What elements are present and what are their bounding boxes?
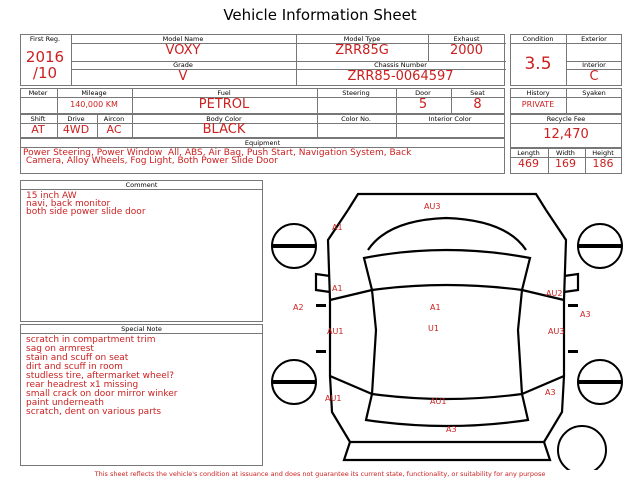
- length-label: Length: [517, 149, 540, 157]
- drive-label: Drive: [67, 115, 85, 123]
- drive-value: 4WD: [62, 123, 90, 136]
- note-line: studless tire, aftermarket wheel?: [26, 371, 175, 381]
- steering-label: Steering: [342, 89, 370, 97]
- exhaust-value: 2000: [449, 43, 484, 58]
- door-value: 5: [418, 97, 428, 112]
- model-name-value: VOXY: [165, 43, 201, 58]
- condition-value: 3.5: [524, 54, 552, 74]
- damage-mark: A3: [545, 388, 556, 397]
- width-label: Width: [556, 149, 575, 157]
- model-type-value: ZRR85G: [335, 43, 389, 58]
- fuel-value: PETROL: [198, 97, 250, 112]
- first-reg-month: /10: [32, 64, 58, 82]
- grade-value: V: [178, 69, 188, 84]
- height-label: Height: [592, 149, 614, 157]
- equipment-line-1: Power Steering, Power Window All, ABS, Air Bag, Push Start, Navigation System, Back: [23, 148, 412, 158]
- damage-mark: A1: [332, 284, 343, 293]
- equipment-line-2: Camera, Alloy Wheels, Fog Light, Both Power Slide Door: [23, 156, 278, 166]
- shift-label: Shift: [30, 115, 46, 123]
- page-title: Vehicle Information Sheet: [223, 6, 417, 24]
- width-value: 169: [555, 157, 576, 170]
- door-label: Door: [415, 89, 431, 97]
- damage-mark: A3: [580, 310, 591, 319]
- mileage-label: Mileage: [81, 89, 107, 97]
- condition-label: Condition: [522, 35, 554, 43]
- syaken-label: Syaken: [582, 89, 606, 97]
- damage-mark: AU1: [325, 394, 342, 403]
- disclaimer-footer: This sheet reflects the vehicle's condition at issuance and does not guarantee its current state, functionality, or suitability for any purpose: [94, 470, 546, 478]
- equipment-label: Equipment: [244, 139, 281, 147]
- exhaust-label: Exhaust: [453, 35, 480, 43]
- length-value: 469: [518, 157, 539, 170]
- interior-color-label: Interior Color: [428, 115, 472, 123]
- comment-line: both side power slide door: [26, 207, 146, 217]
- height-value: 186: [592, 157, 614, 170]
- special-note-label: Special Note: [121, 325, 162, 333]
- note-line: rear headrest x1 missing: [26, 380, 139, 390]
- exterior-label: Exterior: [581, 35, 607, 43]
- damage-mark: A2: [293, 303, 304, 312]
- damage-mark: AU1: [327, 327, 344, 336]
- damage-mark: U1: [428, 324, 439, 333]
- note-line: sag on armrest: [26, 344, 94, 354]
- meter-label: Meter: [28, 89, 48, 97]
- fuel-label: Fuel: [217, 89, 231, 97]
- recycle-fee-value: 12,470: [543, 127, 589, 142]
- chassis-value: ZRR85-0064597: [347, 69, 454, 84]
- comment-label: Comment: [125, 181, 158, 189]
- damage-mark: A1: [332, 223, 343, 232]
- body-color-value: BLACK: [202, 122, 246, 137]
- note-line: stain and scuff on seat: [26, 353, 129, 363]
- history-value: PRIVATE: [521, 100, 555, 109]
- mileage-value: 140,000 KM: [70, 100, 118, 109]
- damage-mark: AU2: [546, 289, 563, 298]
- first-reg-year: 2016: [25, 48, 65, 66]
- aircon-label: Aircon: [103, 115, 125, 123]
- interior-value: C: [589, 69, 599, 84]
- note-line: scratch in compartment trim: [26, 335, 156, 345]
- comment-line: navi, back monitor: [26, 199, 111, 209]
- damage-mark: AU1: [430, 397, 447, 406]
- seat-label: Seat: [470, 89, 485, 97]
- note-line: scratch, dent on various parts: [26, 407, 162, 417]
- damage-mark: A1: [430, 303, 441, 312]
- color-no-label: Color No.: [341, 115, 371, 123]
- first-reg-label: First Reg.: [29, 35, 61, 43]
- grade-label: Grade: [173, 61, 193, 69]
- note-line: paint underneath: [26, 398, 105, 408]
- model-name-label: Model Name: [162, 35, 204, 43]
- recycle-fee-label: Recycle Fee: [546, 115, 586, 123]
- damage-mark: AU3: [424, 202, 441, 211]
- note-line: dirt and scuff in room: [26, 362, 123, 372]
- shift-value: AT: [31, 123, 45, 136]
- seat-value: 8: [473, 97, 482, 112]
- damage-mark: AU3: [548, 327, 565, 336]
- aircon-value: AC: [106, 123, 122, 136]
- comment-line: 15 inch AW: [26, 191, 77, 201]
- history-label: History: [526, 89, 550, 97]
- note-line: small crack on door mirror winker: [26, 389, 178, 399]
- body-color-label: Body Color: [206, 115, 242, 123]
- chassis-label: Chassis Number: [374, 61, 427, 69]
- model-type-label: Model Type: [343, 35, 381, 43]
- damage-mark: A3: [446, 425, 457, 434]
- interior-label: Interior: [582, 61, 606, 69]
